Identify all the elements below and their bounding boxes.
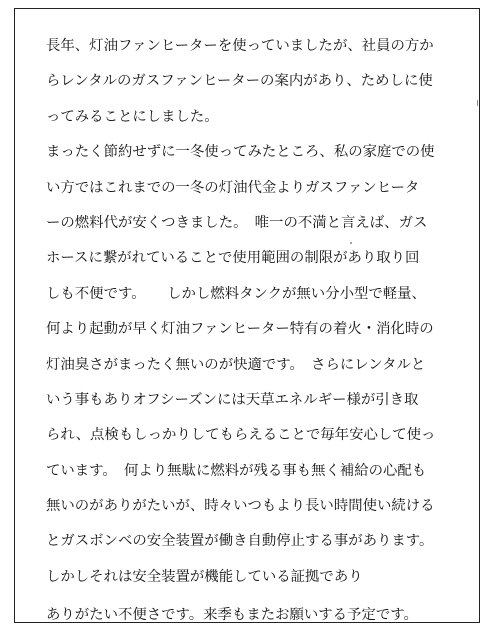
text-line: ってみることにしました。: [46, 108, 219, 125]
text-line: い方ではこれまでの一冬の灯油代金よりガスファンヒータ: [46, 179, 420, 196]
text-line: 無いのがありがたいが、時々いつもより長い時間使い続ける: [46, 498, 435, 515]
text-line: いう事もありオフシーズンには天草エネルギー様が引き取: [46, 391, 419, 408]
text-line: 灯油臭さがまったく無いのが快適です。 さらにレンタルと: [46, 356, 426, 373]
text-line: ホースに繋がれていることで使用範囲の制限があり取り回: [46, 250, 420, 267]
text-line: 何より起動が早く灯油ファンヒーター特有の着火・消化時の: [46, 321, 434, 338]
text-line: とガスボンベの安全装置が働き自動停止する事があります。: [46, 533, 434, 550]
text-line: しかしそれは安全装置が機能している証拠であり: [46, 568, 363, 585]
text-line: しも不便です。 しかし燃料タンクが無い分小型で軽量、: [46, 285, 426, 302]
letter-body: [46, 36, 466, 641]
text-line: ありがたい不便さです。来季もまたお願いする予定です。: [46, 607, 418, 624]
scan-speck: [477, 100, 478, 106]
text-line: られ、点検もしっかりしてもらえることで毎年安心して使っ: [46, 427, 436, 444]
text-line: 長年、灯油ファンヒーターを使っていましたが、社員の方か: [46, 38, 434, 54]
text-line: らレンタルのガスファンヒーターの案内があり、ためしに使: [46, 73, 433, 90]
text-line: ーの燃料代が安くつきました。 唯一の不満と言えば、ガス: [46, 214, 428, 231]
text-line: ています。 何より無駄に燃料が残る事も無く補給の心配も: [46, 462, 427, 479]
text-line: まったく節約せずに一冬使ってみたところ、私の家庭での使: [46, 144, 435, 161]
